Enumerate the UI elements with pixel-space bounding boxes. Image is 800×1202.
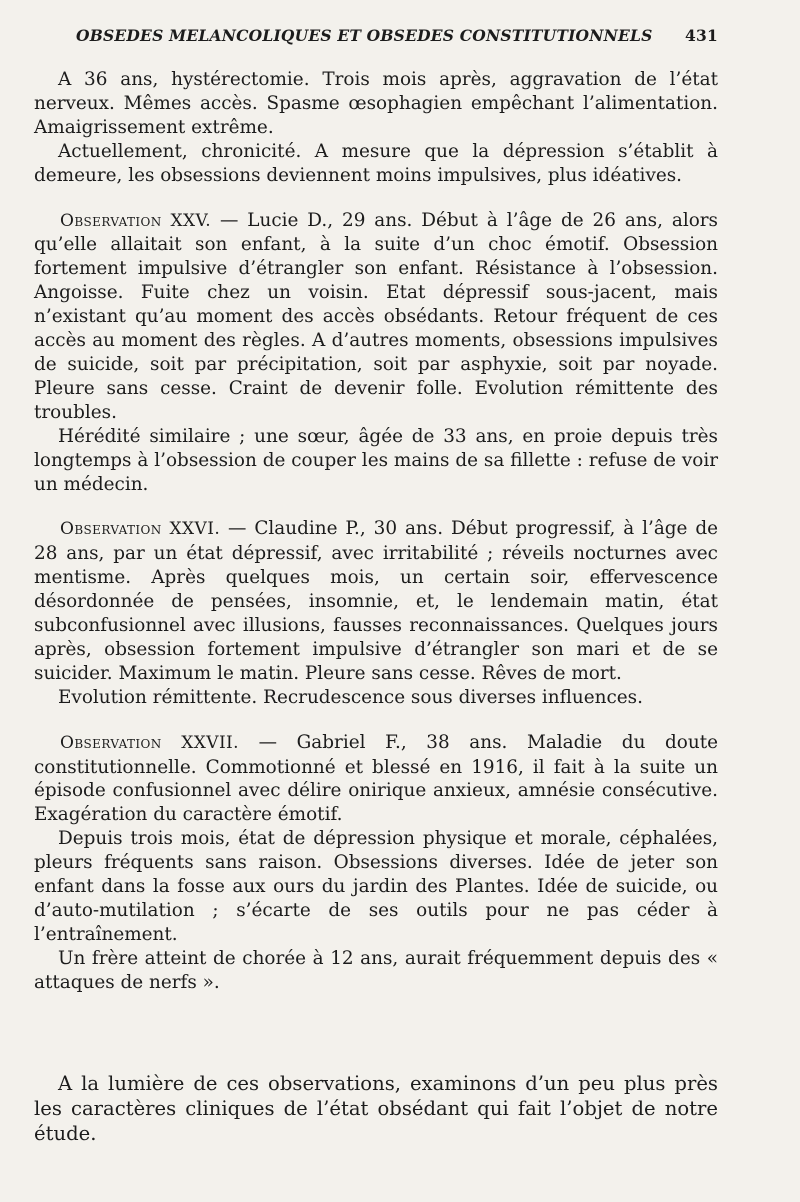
observation-text: — Gabriel F., 38 ans. Maladie du doute constitutionnelle. Commotionné et blessé en 1916, il fait à la suite un épisode confusionnel avec délire onirique anxieux, amnésie consécutive. Exagération du caractère émotif. xyxy=(34,731,718,826)
observation-label: Observation XXV. xyxy=(60,210,212,231)
observation-text: — Lucie D., 29 ans. Début à l’âge de 26 ans, alors qu’elle allaitait son enfant, à la suite d’un choc émotif. Obsession fortement impulsive d’étrangler son enfant. Résistance à l’obsession. Angoisse. Fuite chez un voisin. Etat dépressif sous-jacent, mais n’existant qu’au moment des accès obsédants. Retour fréquent de ces accès au moment des règles. A d’autres moments, obsessions impulsives de suicide, soit par précipitation, soit par asphyxie, soit par noyade. Pleure sans cesse. Craint de devenir folle. Evolution rémittente des troubles. xyxy=(34,209,718,423)
body-text xyxy=(34,68,718,1146)
paragraph: Hérédité similaire ; une sœur, âgée de 33 ans, en proie depuis très longtemps à l’obsession de couper les mains de sa fillette : refuse de voir un médecin. xyxy=(34,425,718,495)
observation-25 xyxy=(34,209,718,425)
observation-label: Observation XXVII. xyxy=(60,732,239,753)
paragraph: Un frère atteint de chorée à 12 ans, aurait fréquemment depuis des « attaques de nerfs ». xyxy=(34,947,718,993)
observation-27 xyxy=(34,731,718,828)
observation-label: Observation XXVI. xyxy=(60,519,221,540)
page-number: 431 xyxy=(685,26,718,45)
observation-26 xyxy=(34,517,718,685)
running-title: OBSEDES MELANCOLIQUES ET OBSEDES CONSTITUTIONNELS xyxy=(76,26,653,45)
paragraph: Actuellement, chronicité. A mesure que la dépression s’établit à demeure, les obsessions deviennent moins impulsives, plus idéatives. xyxy=(34,140,718,186)
conclusion-paragraph: A la lumière de ces observations, examinons d’un peu plus près les caractères cliniques de l’état obsédant qui fait l’objet de notre étude. xyxy=(34,1071,718,1145)
running-header xyxy=(76,26,718,45)
paragraph: A 36 ans, hystérectomie. Trois mois après, aggravation de l’état nerveux. Mêmes accès. Spasme œsophagien empêchant l’alimentation. Amaigrissement extrême. xyxy=(34,69,718,138)
paragraph: Depuis trois mois, état de dépression physique et morale, céphalées, pleurs fréquents sans raison. Obsessions diverses. Idée de jeter son enfant dans la fosse aux ours du jardin des Plantes. Idée de suicide, ou d’auto-mutilation ; s’écarte de ses outils pour ne pas céder à l’entraînement. xyxy=(34,828,718,945)
observation-text: — Claudine P., 30 ans. Début progressif, à l’âge de 28 ans, par un état dépressif, avec irritabilité ; réveils nocturnes avec mentisme. Après quelques mois, un certain soir, effervescence désordonnée de pensées, insomnie, et, le lendemain matin, état subconfusionnel avec illusions, fausses reconnaissances. Quelques jours après, obsession fortement impulsive d’étrangler son mari et de se suicider. Maximum le matin. Pleure sans cesse. Rêves de mort. xyxy=(34,518,719,684)
paragraph: Evolution rémittente. Recrudescence sous diverses influences. xyxy=(58,686,643,708)
